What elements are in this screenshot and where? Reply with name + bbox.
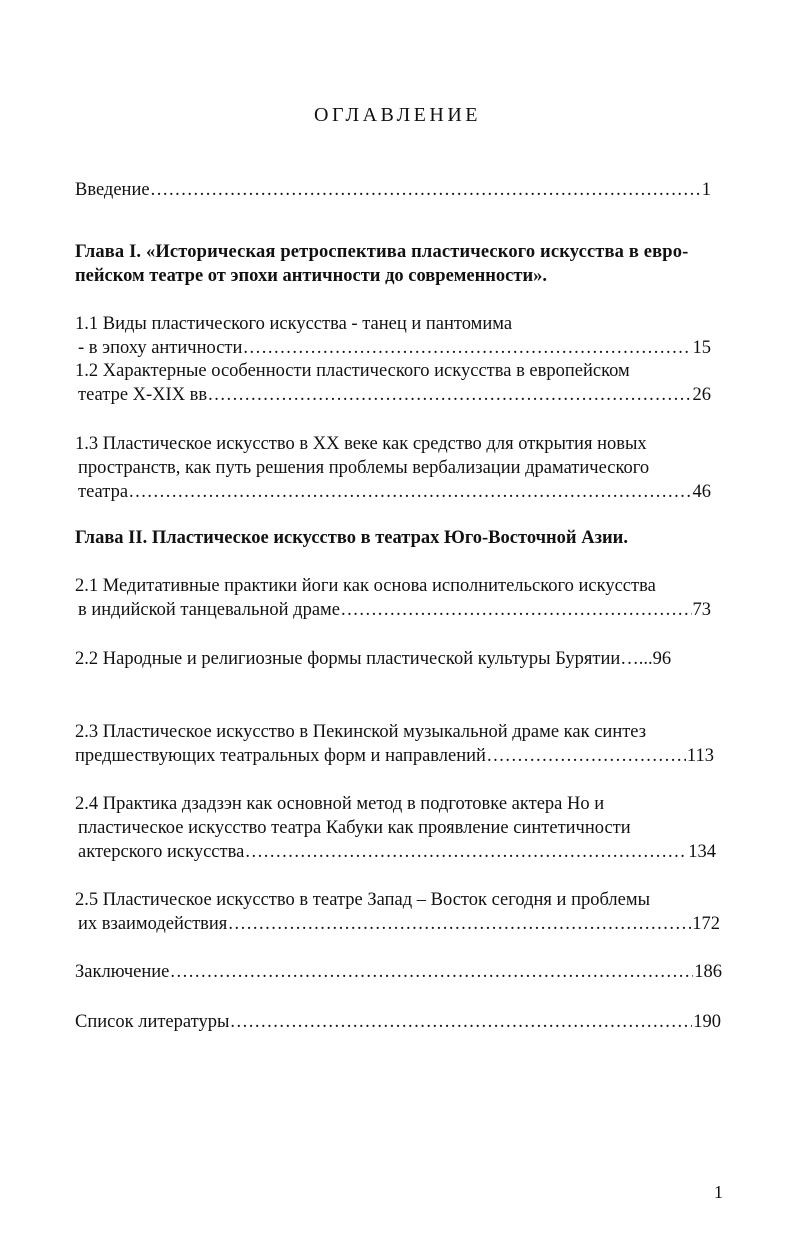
- toc-page-number: 134: [688, 842, 716, 862]
- toc-page-number: 113: [686, 746, 714, 766]
- toc-label: предшествующих театральных форм и направлений: [75, 746, 486, 766]
- toc-page-number: 1: [701, 180, 711, 200]
- section-1-3-line-1: 1.3 Пластическое искусство в XX веке как средство для открытия новых: [75, 434, 647, 454]
- toc-page-number: 26: [692, 385, 711, 405]
- toc-label: театре X-XIX вв: [78, 385, 208, 405]
- toc-entry-1-1: [78, 336, 711, 360]
- toc-page-number: 73: [692, 600, 711, 620]
- toc-page-number: 46: [692, 482, 711, 502]
- dot-leader: [341, 598, 692, 622]
- toc-entry-2-3: [75, 744, 714, 768]
- toc-entry-intro: [75, 178, 711, 202]
- toc-entry-2-2: 2.2 Народные и религиозные формы пластической культуры Бурятии…...96: [75, 649, 672, 669]
- chapter-1-heading-line-2: пейском театре от эпохи античности до современности».: [75, 266, 548, 286]
- toc-label: актерского искусства: [78, 842, 245, 862]
- toc-page-number: 15: [692, 338, 711, 358]
- section-1-3-line-2: пространств, как путь решения проблемы вербализации драматического: [78, 458, 650, 478]
- dot-leader: [170, 960, 693, 984]
- toc-entry-2-4: [78, 840, 716, 864]
- section-1-2-line-1: 1.2 Характерные особенности пластического искусства в европейском: [75, 361, 630, 381]
- toc-label: Введение: [75, 180, 150, 200]
- toc-label: Список литературы: [75, 1012, 230, 1032]
- toc-entry-1-2: [78, 383, 711, 407]
- toc-entry-conclusion: [75, 960, 722, 984]
- toc-page-number: 190: [693, 1012, 721, 1032]
- toc-page-number: 172: [692, 914, 720, 934]
- section-2-4-line-2: пластическое искусство театра Кабуки как проявление синтетичности: [78, 818, 631, 838]
- toc-entry-2-1: [78, 598, 711, 622]
- toc-entry-1-3: [78, 480, 711, 504]
- toc-label: театра: [78, 482, 129, 502]
- dot-leader: [129, 480, 691, 504]
- toc-page-number: 186: [694, 962, 722, 982]
- section-2-5-line-1: 2.5 Пластическое искусство в театре Запад – Восток сегодня и проблемы: [75, 890, 651, 910]
- page-title: ОГЛАВЛЕНИЕ: [314, 104, 481, 126]
- dot-leader: [208, 383, 691, 407]
- section-2-1-line-1: 2.1 Медитативные практики йоги как основа исполнительского искусства: [75, 576, 656, 596]
- chapter-2-heading: Глава II. Пластическое искусство в театрах Юго-Восточной Азии.: [75, 528, 628, 548]
- dot-leader: [487, 744, 686, 768]
- page-number: 1: [714, 1182, 723, 1202]
- chapter-1-heading-line-1: Глава I. «Историческая ретроспектива пластического искусства в евро-: [75, 242, 689, 262]
- toc-entry-bibliography: [75, 1010, 721, 1034]
- dot-leader: [230, 1010, 692, 1034]
- toc-entry-2-5: [78, 912, 720, 936]
- section-1-1-line-1: 1.1 Виды пластического искусства - танец и пантомима: [75, 314, 513, 334]
- toc-label: в индийской танцевальной драме: [78, 600, 340, 620]
- section-2-3-line-1: 2.3 Пластическое искусство в Пекинской музыкальной драме как синтез: [75, 722, 647, 742]
- toc-label: их взаимодействия: [78, 914, 228, 934]
- dot-leader: [245, 840, 687, 864]
- section-2-4-line-1: 2.4 Практика дзадзэн как основной метод в подготовке актера Но и: [75, 794, 605, 814]
- dot-leader: [243, 336, 691, 360]
- toc-label: - в эпоху античности: [78, 338, 243, 358]
- toc-label: Заключение: [75, 962, 170, 982]
- dot-leader: [228, 912, 691, 936]
- dot-leader: [151, 178, 701, 202]
